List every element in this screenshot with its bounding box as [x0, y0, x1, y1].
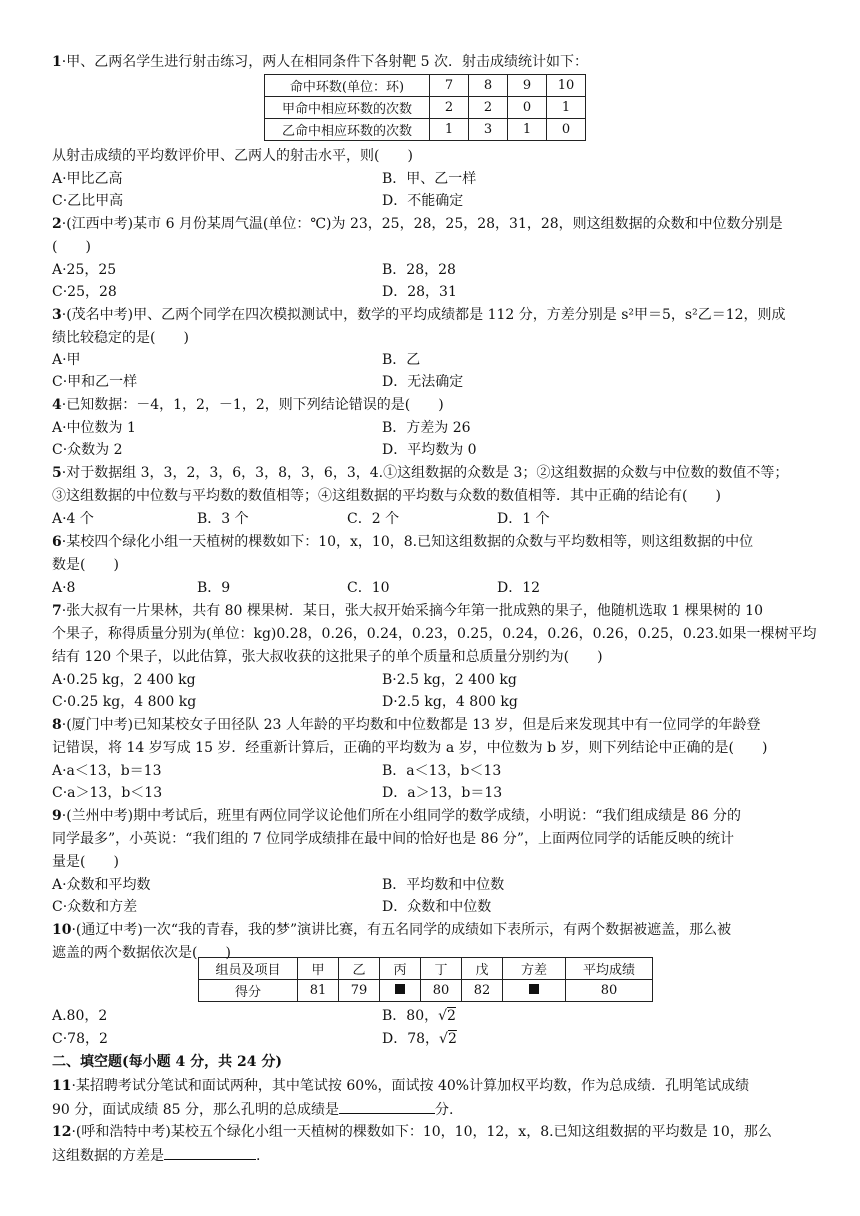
- answer-blank[interactable]: [164, 1145, 256, 1160]
- q7-option-b: B·2.5 kg，2 400 kg: [382, 672, 517, 688]
- q9-stem-line2: 同学最多”，小英说：“我们组的 7 位同学成绩排在最中间的恰好也是 86 分”，上面两位同学的话能反映的统计: [52, 831, 734, 847]
- q9-text: ·(兰州中考)期中考试后，班里有两位同学议论他们所在小组同学的数学成绩，小明说：“我们组成绩是 86 分的: [61, 808, 741, 824]
- table-cell: 甲命中相应环数的次数: [265, 97, 430, 119]
- q11-stem-line2: [52, 1099, 453, 1120]
- q10-stem-line1: [52, 920, 731, 940]
- q5-stem-line1: [52, 463, 788, 483]
- q7-option-a: A·0.25 kg，2 400 kg: [52, 672, 196, 688]
- q9-option-b: B．平均数和中位数: [382, 877, 505, 893]
- q2-text: ·(江西中考)某市 6 月份某周气温(单位：℃)为 23，25，28，25，28，31，28，则这组数据的众数和中位数分别是: [61, 216, 783, 232]
- q4-option-c: C·众数为 2: [52, 442, 123, 458]
- table-cell: 0: [508, 97, 547, 119]
- masked-cell: [503, 980, 566, 1002]
- q1-option-b: B．甲、乙一样: [382, 171, 477, 187]
- q7-option-d: D·2.5 kg，4 800 kg: [382, 694, 518, 710]
- q1-option-d: D．不能确定: [382, 193, 464, 209]
- q12-stem-line2: [52, 1145, 260, 1166]
- q1-ask: 从射击成绩的平均数评价甲、乙两人的射击水平，则( ): [52, 148, 413, 164]
- table-cell: 得分: [199, 980, 298, 1002]
- table-cell: 2: [430, 97, 469, 119]
- table-cell: 命中环数(单位：环): [265, 75, 430, 97]
- table-row: [265, 75, 586, 97]
- table-row: [199, 980, 653, 1002]
- q9-option-a: A·众数和平均数: [52, 877, 151, 893]
- q6-text: ·某校四个绿化小组一天植树的棵数如下：10，x，10，8.已知这组数据的众数与平均数相等，则这组数据的中位: [61, 534, 754, 550]
- q2-stem-line2: ( ): [52, 239, 91, 255]
- q7-stem-line1: [52, 601, 763, 621]
- q9-option-c: C·众数和方差: [52, 899, 138, 915]
- q3-text: ·(茂名中考)甲、乙两个同学在四次模拟测试中，数学的平均成绩都是 112 分，方差分别是 s²甲＝5，s²乙＝12，则成: [61, 307, 786, 323]
- q6-option-c: C．10: [347, 580, 390, 596]
- q5-option-d: D．1 个: [497, 511, 550, 527]
- q5-option-b: B．3 个: [197, 511, 249, 527]
- q7-number: 7: [52, 603, 62, 619]
- q8-option-a: A·a＜13，b＝13: [52, 763, 162, 779]
- q6-stem-line1: [52, 532, 753, 552]
- option-text: B．80，: [382, 1008, 439, 1024]
- q8-option-c: C·a＞13，b＜13: [52, 785, 163, 801]
- table-cell: 丙: [380, 958, 421, 980]
- table-cell: 平均成绩: [566, 958, 653, 980]
- q1-stem: [52, 52, 588, 72]
- q11-stem-line1: [52, 1076, 749, 1096]
- option-text: D．78，: [382, 1031, 440, 1047]
- table-cell: 0: [547, 119, 586, 141]
- q1-option-a: A·甲比乙高: [52, 171, 123, 187]
- table-cell: 79: [339, 980, 380, 1002]
- q3-option-b: B．乙: [382, 352, 421, 368]
- mask-square: [529, 984, 539, 994]
- q12-text-post: .: [256, 1148, 261, 1164]
- table-cell: 方差: [503, 958, 566, 980]
- q8-option-d: D．a＞13，b＝13: [382, 785, 503, 801]
- q3-option-a: A·甲: [52, 352, 81, 368]
- table-cell: 9: [508, 75, 547, 97]
- table-cell: 3: [469, 119, 508, 141]
- q4-option-d: D．平均数为 0: [382, 442, 477, 458]
- q1-number: 1: [52, 54, 62, 70]
- q6-option-d: D．12: [497, 580, 541, 596]
- q5-text: ·对于数据组 3，3，2，3，6，3，8，3，6，3，4.①这组数据的众数是 3；②这组数据的众数与中位数的数值不等；: [61, 465, 789, 481]
- q10-option-a: A.80，2: [52, 1008, 108, 1024]
- q8-stem-line1: [52, 715, 761, 735]
- table-cell: 80: [566, 980, 653, 1002]
- q4-stem: [52, 395, 444, 415]
- masked-cell: [380, 980, 421, 1002]
- q6-stem-line2: 数是( ): [52, 557, 119, 573]
- q2-option-c: C·25，28: [52, 284, 117, 300]
- q11-text: ·某招聘考试分笔试和面试两种，其中笔试按 60%，面试按 40%计算加权平均数，作为总成绩．孔明笔试成绩: [71, 1078, 750, 1094]
- q6-option-a: A·8: [52, 580, 76, 596]
- q3-option-d: D．无法确定: [382, 374, 464, 390]
- section-heading: 二、填空题(每小题 4 分，共 24 分): [52, 1054, 282, 1070]
- table-cell: 82: [462, 980, 503, 1002]
- table-cell: 2: [469, 97, 508, 119]
- table-row: [265, 119, 586, 141]
- q6-number: 6: [52, 534, 62, 550]
- q1-table: [264, 74, 586, 141]
- q12-text: ·(呼和浩特中考)某校五个绿化小组一天植树的棵数如下：10，10，12，x，8.已知这组数据的平均数是 10，那么: [71, 1124, 772, 1140]
- q11-text-pre: 90 分，面试成绩 85 分，那么孔明的总成绩是: [52, 1102, 339, 1118]
- q1-text: ·甲、乙两名学生进行射击练习，两人在相同条件下各射靶 5 次．射击成绩统计如下：: [61, 54, 589, 70]
- answer-blank[interactable]: [339, 1099, 435, 1114]
- q2-option-d: D．28，31: [382, 284, 457, 300]
- table-cell: 1: [547, 97, 586, 119]
- radicand: 2: [447, 1031, 457, 1047]
- table-row: [199, 958, 653, 980]
- q7-stem-line3: 结有 120 个果子，以此估算，张大叔收获的这批果子的单个质量和总质量分别约为( ): [52, 649, 603, 665]
- q8-text: ·(厦门中考)已知某校女子田径队 23 人年龄的平均数和中位数都是 13 岁，但是后来发现其中有一位同学的年龄登: [61, 717, 761, 733]
- q9-number: 9: [52, 808, 62, 824]
- q10-option-c: C·78，2: [52, 1031, 108, 1047]
- q10-option-d: D．78，√2: [382, 1031, 457, 1047]
- q7-stem-line2: 个果子，称得质量分别为(单位：kg)0.28，0.26，0.24，0.23，0.25，0.24，0.26，0.26，0.25，0.23.如果一棵树平均: [52, 626, 817, 642]
- table-cell: 1: [508, 119, 547, 141]
- table-cell: 81: [298, 980, 339, 1002]
- q2-number: 2: [52, 216, 62, 232]
- q1-option-c: C·乙比甲高: [52, 193, 124, 209]
- q5-option-a: A·4 个: [52, 511, 94, 527]
- q2-stem-line1: [52, 214, 783, 234]
- q10-number: 10: [52, 922, 72, 938]
- q10-text: ·(通辽中考)一次“我的青春，我的梦”演讲比赛，有五名同学的成绩如下表所示，有两个数据被遮盖，那么被: [71, 922, 732, 938]
- q4-option-b: B．方差为 26: [382, 420, 471, 436]
- table-cell: 10: [547, 75, 586, 97]
- q8-option-b: B．a＜13，b＜13: [382, 763, 502, 779]
- q7-text: ·张大叔有一片果林，共有 80 棵果树．某日，张大叔开始采摘今年第一批成熟的果子，他随机选取 1 棵果树的 10: [61, 603, 763, 619]
- table-cell: 7: [430, 75, 469, 97]
- q3-number: 3: [52, 307, 62, 323]
- table-cell: 戊: [462, 958, 503, 980]
- q5-stem-line2: ③这组数据的中位数与平均数的数值相等；④这组数据的平均数与众数的数值相等．其中正确的结论有( ): [52, 488, 721, 504]
- table-row: [265, 97, 586, 119]
- q4-option-a: A·中位数为 1: [52, 420, 136, 436]
- q11-number: 11: [52, 1078, 72, 1094]
- q3-stem-line2: 绩比较稳定的是( ): [52, 330, 189, 346]
- table-cell: 1: [430, 119, 469, 141]
- q11-text-post: 分.: [434, 1102, 454, 1118]
- q8-stem-line2: 记错误，将 14 岁写成 15 岁．经重新计算后，正确的平均数为 a 岁，中位数为 b 岁，则下列结论中正确的是( ): [52, 740, 768, 756]
- q10-table: [198, 957, 653, 1002]
- q5-option-c: C．2 个: [347, 511, 400, 527]
- table-cell: 乙: [339, 958, 380, 980]
- q3-stem-line1: [52, 305, 786, 325]
- mask-square: [395, 984, 405, 994]
- table-cell: 80: [421, 980, 462, 1002]
- table-cell: 8: [469, 75, 508, 97]
- q4-text: ·已知数据：－4，1，2，－1，2，则下列结论错误的是( ): [61, 397, 444, 413]
- q3-option-c: C·甲和乙一样: [52, 374, 138, 390]
- q10-option-b: B．80，√2: [382, 1008, 456, 1024]
- q9-option-d: D．众数和中位数: [382, 899, 492, 915]
- q10-stem-line2: 遮盖的两个数据依次是( ): [52, 945, 231, 961]
- q6-option-b: B．9: [197, 580, 231, 596]
- table-cell: 甲: [298, 958, 339, 980]
- q2-option-b: B．28，28: [382, 262, 456, 278]
- table-cell: 丁: [421, 958, 462, 980]
- q5-number: 5: [52, 465, 62, 481]
- q4-number: 4: [52, 397, 62, 413]
- q9-stem-line1: [52, 806, 741, 826]
- q12-text-pre: 这组数据的方差是: [52, 1148, 164, 1164]
- table-cell: 乙命中相应环数的次数: [265, 119, 430, 141]
- q12-stem-line1: [52, 1122, 772, 1142]
- table-cell: 组员及项目: [199, 958, 298, 980]
- q9-stem-line3: 量是( ): [52, 854, 119, 870]
- q12-number: 12: [52, 1124, 72, 1140]
- radicand: 2: [447, 1008, 456, 1024]
- q8-number: 8: [52, 717, 62, 733]
- q7-option-c: C·0.25 kg，4 800 kg: [52, 694, 197, 710]
- q2-option-a: A·25，25: [52, 262, 117, 278]
